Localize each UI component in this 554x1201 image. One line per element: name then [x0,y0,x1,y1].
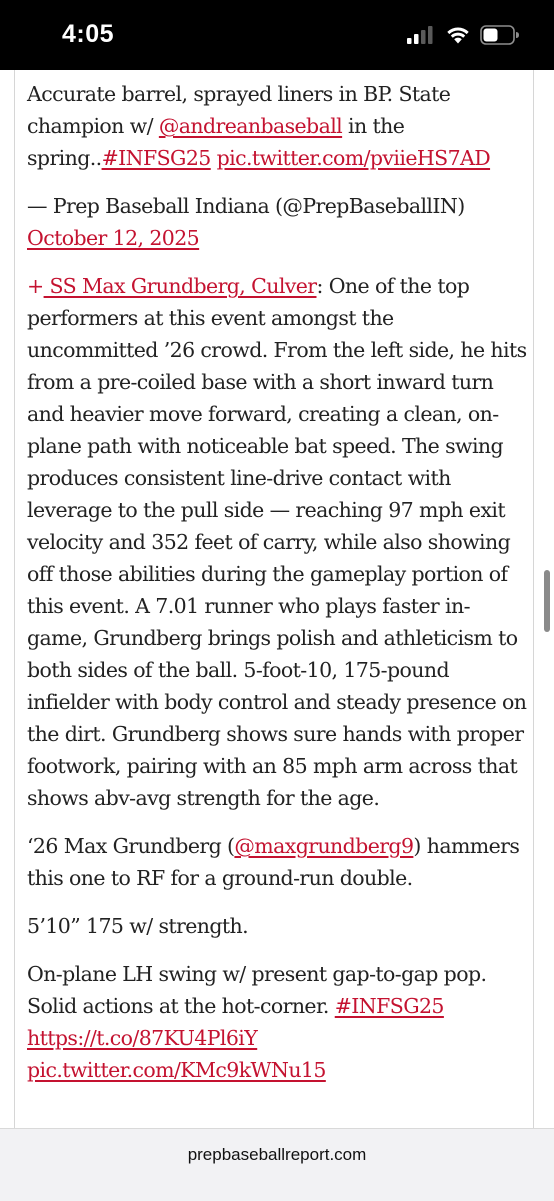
embedded-tweet-text-2 [27,830,527,894]
short-link[interactable]: https://t.co/87KU4Pl6iY [27,1026,258,1050]
tweet-text: ‘26 Max Grundberg ( [27,834,235,858]
mention-link-andreanbaseball[interactable]: @andreanbaseball [158,114,343,138]
tweet-date-link[interactable]: October 12, 2025 [27,226,200,250]
pic-link[interactable]: pic.twitter.com/pviieHS7AD [216,146,491,170]
url-domain[interactable]: prepbaseballreport.com [187,1145,367,1164]
tweet-attribution [27,190,527,254]
player-report-paragraph [27,270,527,814]
tweet-text: Accurate barrel, sprayed liners in BP. State champion w/ [27,82,451,138]
pic-link-2[interactable]: pic.twitter.com/KMc9kWNu15 [27,1058,326,1082]
page-content[interactable] [0,70,554,1128]
battery-icon [480,25,520,45]
browser-url-bar[interactable] [0,1128,554,1201]
player-report-text: : One of the top performers at this event amongst the uncommitted ’26 crowd. From the left side, he hits from a pre-coiled base with a short inward turn and heavier move forward, creating a clean, on-plane path with noticeable bat speed. The swing produces consistent line-drive contact with leverage to the pull side — reaching 97 mph exit velocity and 352 feet of carry, while also showing off those abilities during the gameplay portion of this event. A 7.01 runner who plays faster in-game, Grundberg brings polish and athleticism to both sides of the ball. 5-foot-10, 175-pound infielder with body control and steady presence on the dirt. Grundberg shows sure hands with proper footwork, pairing with an 85 mph arm across that shows abv-avg strength for the age. [27,274,527,810]
article-body [14,70,534,1128]
status-time: 4:05 [62,20,115,48]
embedded-tweet-text-3 [27,958,527,1086]
status-icons [407,25,520,45]
cellular-signal-icon [407,26,435,44]
status-bar [0,0,554,70]
plus-marker: + [27,274,44,298]
tweet-text: in the spring.. [27,114,405,170]
scrollbar-thumb[interactable] [544,570,550,632]
mention-link-maxgrundberg9[interactable]: @maxgrundberg9 [234,834,414,858]
article-text [27,78,527,1102]
tweet-text: ) hammers this one to RF for a ground-run double. [27,834,520,890]
hashtag-link-infsg25[interactable]: #INFSG25 [101,146,211,170]
tweet-text: On-plane LH swing w/ present gap-to-gap pop. Solid actions at the hot-corner. [27,962,487,1018]
player-link-max-grundberg[interactable]: SS Max Grundberg, Culver [43,274,317,298]
hashtag-link-infsg25-2[interactable]: #INFSG25 [334,994,444,1018]
tweet-measurements: 5’10” 175 w/ strength. [27,914,249,938]
tweet-byline: — Prep Baseball Indiana (@PrepBaseballIN) [27,194,465,218]
embedded-tweet-text [27,78,527,174]
wifi-icon [445,25,471,45]
